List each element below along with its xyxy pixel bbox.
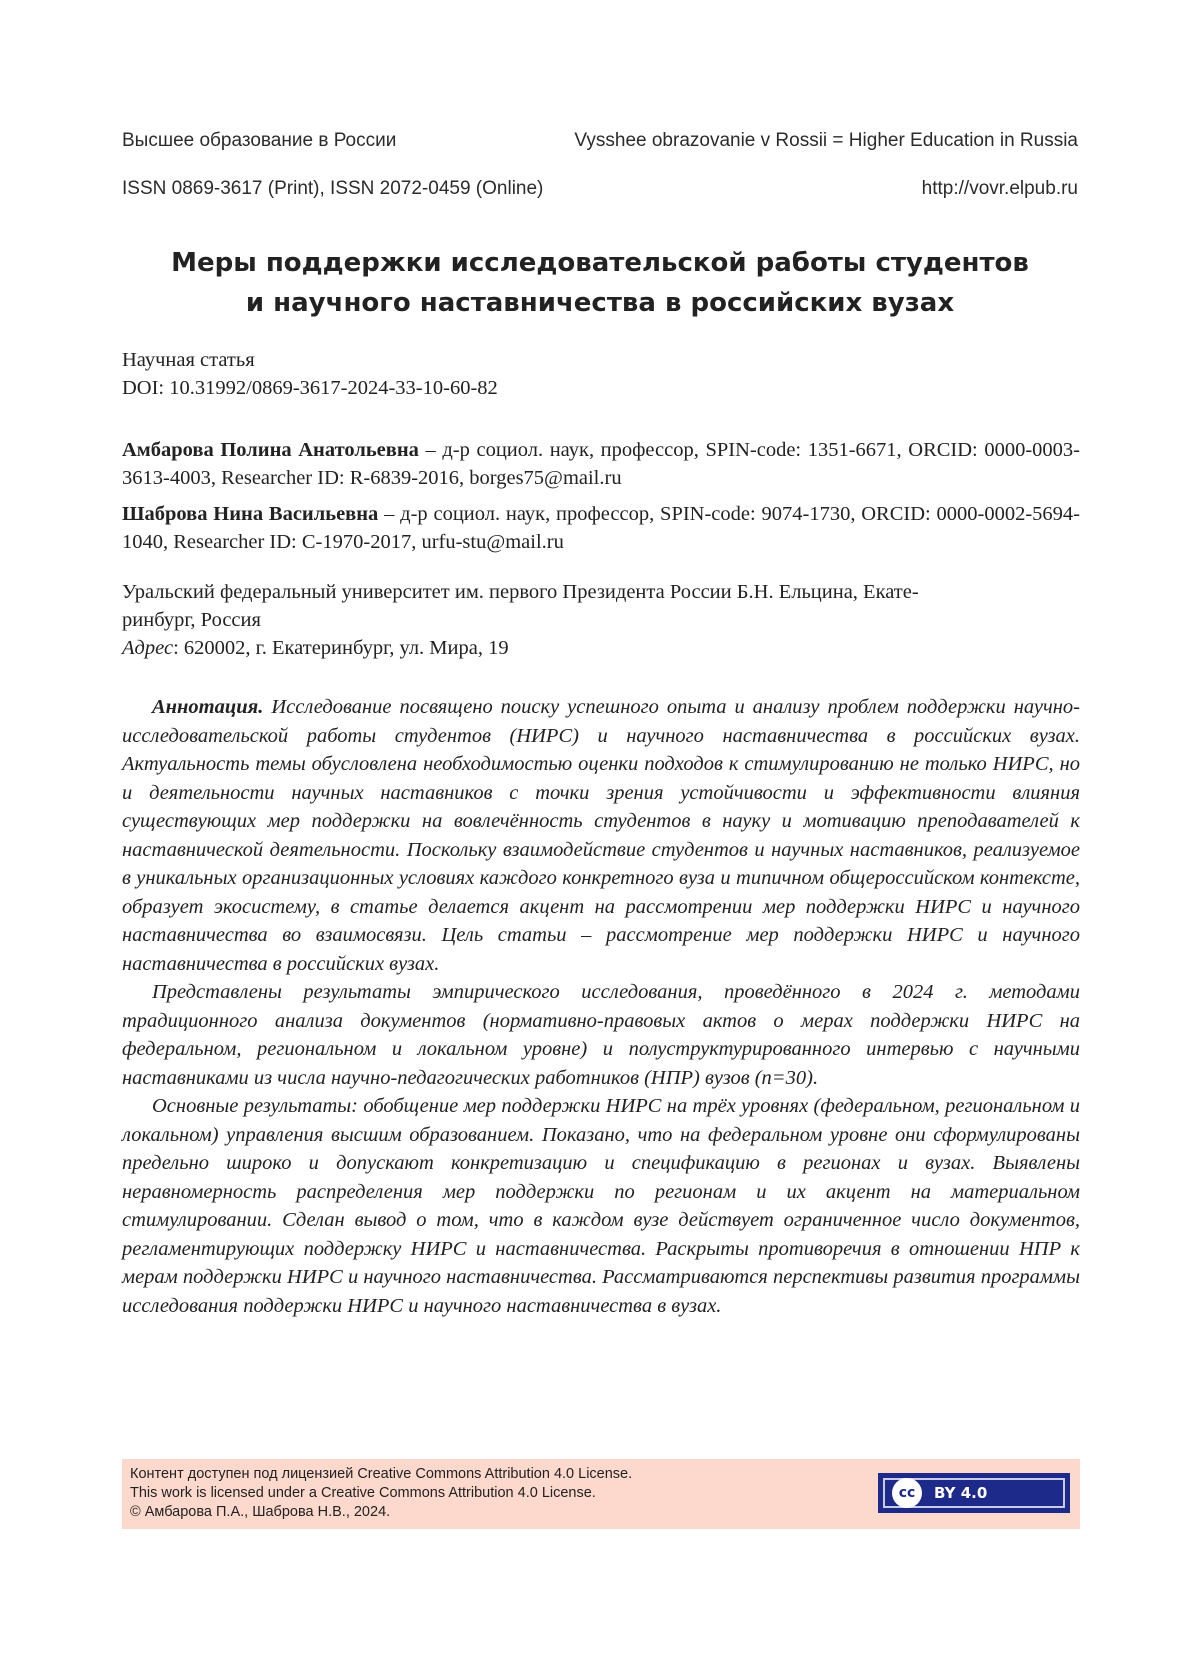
abstract-paragraph-1 [122, 693, 1080, 978]
license-line-2: This work is licensed under a Creative Commons Attribution 4.0 License. [130, 1485, 596, 1501]
issn: ISSN 0869-3617 (Print), ISSN 2072-0459 (Online) [122, 178, 544, 199]
abstract-paragraph-2: Представлены результаты эмпирического исследования, проведённого в 2024 г. методами традиционного анализа документов (нормативно-правовых актов о мерах поддержки НИРС на федеральном, региональном и локальном уровне) и полуструктурированного интервью с научными наставниками из числа научно-педагогических работников (НПР) вузов (n=30). [122, 981, 1080, 1089]
journal-name-en: Vysshee obrazovanie v Rossii = Higher Education in Russia [574, 130, 1078, 151]
journal-url[interactable]: http://vovr.elpub.ru [921, 178, 1078, 199]
author-1 [122, 436, 1080, 492]
abstract-paragraph-3: Основные результаты: обобщение мер поддержки НИРС на трёх уровнях (федеральном, региональном и локальном) управления высшим образованием. Показано, что на федеральном уровне они сформулированы предельно широко и допускают конкретизацию и спецификацию в регионах и вузах. Выявлены неравномерность распределения мер поддержки по регионам и их акцент на материальном стимулировании. Сделан вывод о том, что в каждом вузе действует ограниченное число документов, регламентирующих поддержку НИРС и наставничества. Раскрыты противоречия в отношении НПР к мерам поддержки НИРС и научного наставничества. Рассматриваются перспективы развития программы исследования поддержки НИРС и научного наставничества в вузах. [122, 1095, 1080, 1317]
affiliation-line-2: ринбург, Россия [122, 609, 261, 631]
title-line-1: Меры поддержки исследовательской работы студентов [171, 248, 1029, 278]
journal-name-ru: Высшее образование в России [122, 130, 397, 151]
address [122, 634, 1080, 662]
creative-commons-icon: cc [892, 1478, 922, 1508]
affiliation [122, 578, 1080, 662]
abstract [122, 693, 1080, 1320]
journal-header [122, 130, 1078, 152]
title-line-2: и научного наставничества в российских вузах [245, 288, 955, 318]
doi[interactable]: DOI: 10.31992/0869-3617-2024-33-10-60-82 [122, 377, 498, 399]
cc-badge-label: BY 4.0 [934, 1483, 988, 1502]
affiliation-line-1: Уральский федеральный университет им. первого Президента России Б.Н. Ельцина, Екате- [122, 581, 919, 603]
license-copyright: © Амбарова П.А., Шаброва Н.В., 2024. [130, 1504, 391, 1520]
license-box [122, 1459, 1080, 1529]
abstract-label: Аннотация. [152, 696, 264, 718]
abstract-p1-text: Исследование посвящено поиску успешного опыта и анализу проблем поддержки научно-исследовательской работы студентов (НИРС) и научного наставничества в российских вузах. Актуальность темы обусловлена необходимостью оценки подходов к стимулированию не только НИРС, но и деятельности научных наставников с точки зрения устойчивости и эффективности влияния существующих мер поддержки на вовлечённость студентов в науку и мотивацию преподавателей к наставнической деятельности. Поскольку взаимодействие студентов и научных наставников, реализуемое в уникальных организационных условиях каждого конкретного вуза и типичном общероссийском контексте, образует экосистему, в статье делается акцент на рассмотрении мер поддержки НИРС и научного наставничества во взаимосвязи. Цель статьи – рассмотрение мер поддержки НИРС и научного наставничества в российских вузах. [122, 696, 1080, 975]
license-line-1: Контент доступен под лицензией Creative Commons Attribution 4.0 License. [130, 1466, 633, 1482]
author-1-name: Амбарова Полина Анатольевна [122, 439, 419, 461]
article-title [122, 243, 1078, 323]
article-type: Научная статья [122, 349, 255, 371]
authors [122, 436, 1080, 564]
author-2 [122, 500, 1080, 556]
address-label: Адрес [122, 637, 174, 659]
author-1-details: – д-р социол. наук, профессор, SPIN-code: 1351-6671, ORCID: 0000-0003-3613-4003, Researcher ID: R-6839-2016, borges75@mail.ru [122, 439, 1080, 489]
author-2-details: – д-р социол. наук, профессор, SPIN-code: 9074-1730, ORCID: 0000-0002-5694-1040, Researcher ID: C-1970-2017, urfu-stu@mail.ru [122, 503, 1081, 553]
article-meta [122, 346, 1080, 402]
author-2-name: Шаброва Нина Васильевна [122, 503, 379, 525]
address-value: : 620002, г. Екатеринбург, ул. Мира, 19 [173, 637, 509, 659]
issn-header [122, 178, 1078, 200]
cc-by-badge[interactable] [878, 1473, 1070, 1513]
